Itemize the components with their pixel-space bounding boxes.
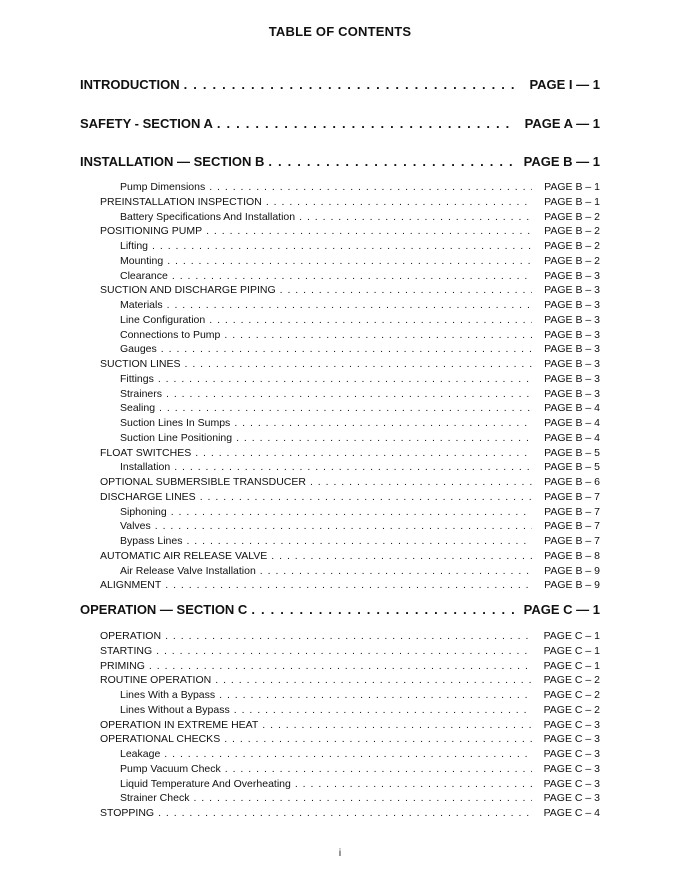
toc-entry-page: PAGE B – 4: [544, 402, 600, 415]
dot-leader: [155, 520, 532, 532]
toc-entry-label: Leakage: [120, 748, 161, 760]
toc-entry-label: Line Configuration: [120, 313, 206, 326]
toc-entry-label: OPERATIONAL CHECKS: [100, 733, 221, 746]
toc-entry-page: PAGE B – 3: [544, 358, 600, 370]
toc-entry-page: PAGE C – 3: [543, 792, 600, 805]
toc-entry-label: ROUTINE OPERATION: [100, 674, 212, 687]
dot-leader: [224, 329, 532, 341]
toc-entry-label: INSTALLATION — SECTION B: [80, 154, 265, 169]
toc-entry-label: Pump Vacuum Check: [120, 762, 221, 775]
toc-entry: [100, 225, 600, 237]
toc-entry-page: PAGE B – 7: [544, 505, 600, 518]
toc-entry: [100, 476, 600, 488]
toc-entry-page: PAGE C – 2: [543, 689, 600, 701]
dot-leader: [167, 255, 532, 267]
toc-entry: [120, 704, 600, 716]
dot-leader: [310, 476, 532, 488]
toc-entry-label: SAFETY - SECTION A: [80, 116, 213, 131]
toc-entry-label: SUCTION LINES: [100, 358, 181, 370]
toc-entry: [100, 733, 600, 745]
toc-entry-page: PAGE A — 1: [524, 116, 600, 131]
toc-entry: [120, 778, 600, 790]
dot-leader: [225, 763, 532, 775]
dot-leader: [164, 748, 532, 760]
toc-entry: [120, 520, 600, 532]
toc-entry-label: OPTIONAL SUBMERSIBLE TRANSDUCER: [100, 476, 306, 488]
toc-entry: [120, 565, 600, 577]
toc-entry-page: PAGE C – 3: [543, 733, 600, 746]
toc-entry: [100, 284, 600, 296]
dot-leader: [159, 402, 532, 414]
toc-entry-label: Strainer Check: [120, 792, 190, 805]
section-heading: [80, 77, 600, 92]
toc-entry-page: PAGE B – 2: [544, 240, 600, 252]
toc-entry: [120, 329, 600, 341]
toc-entry: [120, 255, 600, 267]
toc-entry-label: ALIGNMENT: [100, 579, 162, 592]
toc-entry: [120, 299, 600, 311]
toc-entry-page: PAGE C — 1: [523, 602, 600, 617]
dot-leader: [215, 674, 532, 686]
toc-entry-page: PAGE B – 3: [544, 269, 600, 282]
toc-entry-label: Pump Dimensions: [120, 181, 206, 193]
dot-leader: [217, 116, 516, 131]
toc-entry-page: PAGE B – 8: [544, 549, 600, 562]
toc-entry-label: FLOAT SWITCHES: [100, 446, 192, 459]
toc-entry: [120, 211, 600, 223]
toc-entry-label: Valves: [120, 520, 151, 533]
toc-entry: [120, 461, 600, 473]
toc-entry-label: OPERATION: [100, 630, 162, 642]
toc-entry-label: OPERATION — SECTION C: [80, 602, 248, 617]
toc-entry-page: PAGE B – 9: [544, 579, 600, 592]
toc-entry-page: PAGE C – 4: [543, 807, 600, 819]
dot-leader: [165, 630, 532, 642]
dot-leader: [185, 358, 532, 370]
toc-entry-label: Materials: [120, 299, 163, 311]
dot-leader: [165, 579, 532, 591]
dot-leader: [299, 211, 532, 223]
section-heading: [80, 116, 600, 131]
dot-leader: [186, 535, 532, 547]
dot-leader: [158, 373, 532, 385]
toc-entry: [100, 358, 600, 370]
toc-entry-label: PRIMING: [100, 659, 145, 672]
toc-entry-page: PAGE B – 4: [544, 431, 600, 444]
toc-entry-label: Suction Line Positioning: [120, 431, 233, 444]
toc-entry-page: PAGE C – 1: [543, 659, 600, 672]
toc-entry-label: Lifting: [120, 240, 149, 252]
toc-entry-label: INTRODUCTION: [80, 77, 180, 92]
dot-leader: [172, 270, 532, 282]
dot-leader: [234, 704, 532, 716]
toc-entry: [100, 550, 600, 562]
toc-entry: [120, 270, 600, 282]
toc-entry-page: PAGE B – 3: [544, 343, 600, 356]
page-title: TABLE OF CONTENTS: [268, 24, 412, 39]
toc-entry: [120, 388, 600, 400]
dot-leader: [268, 154, 516, 169]
toc-entry-label: STOPPING: [100, 807, 155, 819]
toc-entry-page: PAGE B – 5: [544, 446, 600, 459]
toc-entry-page: PAGE B – 2: [544, 210, 600, 223]
toc-entry-page: PAGE B – 3: [544, 372, 600, 385]
toc-entry: [120, 748, 600, 760]
dot-leader: [280, 284, 532, 296]
toc-entry-label: AUTOMATIC AIR RELEASE VALVE: [100, 549, 268, 562]
toc-entry-page: PAGE C – 3: [543, 762, 600, 775]
toc-entry-page: PAGE B – 2: [544, 254, 600, 267]
toc-entry-page: PAGE B — 1: [523, 154, 600, 169]
toc-entry: [100, 645, 600, 657]
toc-entry-page: PAGE B – 1: [544, 181, 600, 193]
dot-leader: [206, 225, 532, 237]
toc-entry: [120, 432, 600, 444]
toc-entry-page: PAGE B – 3: [544, 313, 600, 326]
toc-entry-page: PAGE B – 2: [544, 225, 600, 238]
toc-entry-page: PAGE B – 1: [544, 195, 600, 208]
toc-entry-label: Installation: [120, 461, 171, 474]
dot-leader: [209, 314, 532, 326]
toc-entry-page: PAGE B – 7: [544, 520, 600, 533]
toc-entry-page: PAGE C – 2: [543, 703, 600, 716]
dot-leader: [219, 689, 532, 701]
toc-entry-label: Liquid Temperature And Overheating: [120, 777, 291, 790]
toc-entry-page: PAGE B – 6: [544, 476, 600, 488]
toc-entry: [120, 373, 600, 385]
toc-entry-page: PAGE B – 4: [544, 417, 600, 429]
dot-leader: [161, 343, 532, 355]
toc-entry-label: DISCHARGE LINES: [100, 490, 196, 503]
toc-entry-page: PAGE C – 3: [543, 777, 600, 790]
toc-entry-label: Lines With a Bypass: [120, 689, 216, 701]
toc-entry-label: Siphoning: [120, 505, 167, 518]
dot-leader: [184, 77, 516, 92]
toc-entry-label: Mounting: [120, 254, 164, 267]
dot-leader: [193, 792, 532, 804]
dot-leader: [174, 461, 532, 473]
toc-entry-label: Clearance: [120, 269, 168, 282]
toc-entry: [100, 447, 600, 459]
toc-entry: [120, 343, 600, 355]
toc-entry: [100, 719, 600, 731]
dot-leader: [262, 719, 532, 731]
toc-entry: [120, 240, 600, 252]
toc-entry-label: Strainers: [120, 387, 163, 400]
toc-entry-page: PAGE B – 3: [544, 299, 600, 311]
dot-leader: [236, 432, 532, 444]
toc-entry-page: PAGE B – 7: [544, 535, 600, 547]
toc-entry-label: Air Release Valve Installation: [120, 564, 256, 577]
toc-entry-label: Connections to Pump: [120, 328, 221, 341]
toc-entry-label: Bypass Lines: [120, 535, 183, 547]
dot-leader: [266, 196, 532, 208]
toc-entry: [120, 792, 600, 804]
dot-leader: [234, 417, 532, 429]
toc-entry-page: PAGE B – 7: [544, 490, 600, 503]
dot-leader: [251, 602, 516, 617]
dot-leader: [195, 447, 532, 459]
toc-entry: [100, 807, 600, 819]
toc-entry: [100, 674, 600, 686]
toc-entry-label: Battery Specifications And Installation: [120, 210, 296, 223]
toc-entry-label: OPERATION IN EXTREME HEAT: [100, 718, 259, 731]
toc-entry-page: PAGE B – 3: [544, 387, 600, 400]
toc-entry-page: PAGE C – 1: [543, 630, 600, 642]
dot-leader: [295, 778, 532, 790]
toc-entry-page: PAGE C – 3: [543, 718, 600, 731]
toc-entry: [120, 417, 600, 429]
toc-entry-label: Suction Lines In Sumps: [120, 417, 231, 429]
toc-entry: [120, 689, 600, 701]
toc-entry: [120, 314, 600, 326]
dot-leader: [171, 506, 532, 518]
dot-leader: [271, 550, 532, 562]
toc-entry: [120, 402, 600, 414]
toc-entry-page: PAGE C – 3: [543, 748, 600, 760]
toc-entry-label: Fittings: [120, 372, 154, 385]
dot-leader: [156, 645, 532, 657]
toc-entry-label: Lines Without a Bypass: [120, 703, 230, 716]
section-heading: [80, 602, 600, 617]
toc-entry-page: PAGE B – 9: [544, 564, 600, 577]
toc-entry: [120, 763, 600, 775]
dot-leader: [260, 565, 532, 577]
toc-entry: [100, 630, 600, 642]
toc-entry-page: PAGE C – 1: [543, 644, 600, 657]
toc-entry-label: Gauges: [120, 343, 157, 356]
dot-leader: [152, 240, 532, 252]
toc-entry-label: STARTING: [100, 644, 153, 657]
toc-entry: [100, 579, 600, 591]
toc-entry: [100, 196, 600, 208]
toc-entry-page: PAGE B – 5: [544, 461, 600, 474]
toc-entry-label: PREINSTALLATION INSPECTION: [100, 195, 262, 208]
dot-leader: [166, 388, 532, 400]
toc-entry: [120, 181, 600, 193]
toc-entry-label: SUCTION AND DISCHARGE PIPING: [100, 284, 276, 297]
toc-entry-page: PAGE B – 3: [544, 328, 600, 341]
toc-entry: [120, 535, 600, 547]
dot-leader: [167, 299, 532, 311]
toc-entry: [120, 506, 600, 518]
dot-leader: [200, 491, 532, 503]
toc-entry: [100, 660, 600, 672]
toc-entry-label: POSITIONING PUMP: [100, 225, 203, 238]
page-number: i: [338, 848, 342, 859]
dot-leader: [158, 807, 532, 819]
toc-entry-page: PAGE I — 1: [529, 77, 600, 92]
toc-entry-label: Sealing: [120, 402, 156, 415]
dot-leader: [224, 733, 532, 745]
toc-entry-page: PAGE C – 2: [543, 674, 600, 687]
toc-entry: [100, 491, 600, 503]
section-heading: [80, 154, 600, 169]
dot-leader: [209, 181, 532, 193]
toc-entry-page: PAGE B – 3: [544, 284, 600, 297]
dot-leader: [149, 660, 532, 672]
